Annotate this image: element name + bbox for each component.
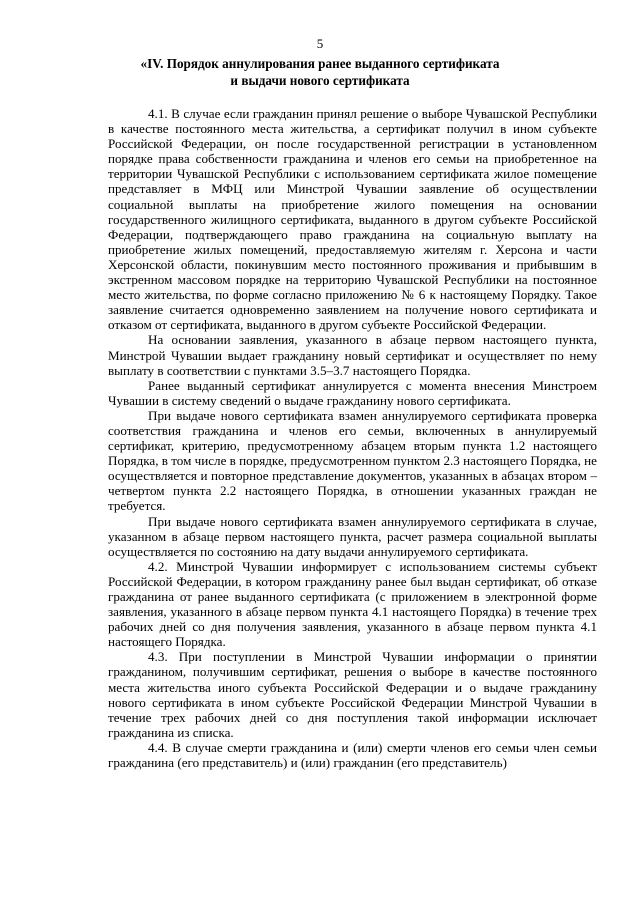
paragraph-verification: При выдаче нового сертификата взамен аннулируемого сертификата проверка соответствия гражданина и членов его семьи, включенных в аннулируемый сертификат, критерию, предусмотренному абзацем вторым пункта 1.2 настоящего Порядка, в том числе в порядке, предусмотренном пунктом 2.3 настоящего Порядка, не осуществляется и повторное представление документов, указанных в абзацах втором – четвертом пункта 2.2 настоящего Порядка, в отношении указанных граждан не требуется.: [108, 407, 597, 514]
paragraph-4-1: 4.1. В случае если гражданин принял решение о выборе Чувашской Республики в качестве постоянного места жительства, а сертификат получил в ином субъекте Российской Федерации, он после государственной регистрации в установленном порядке права собственности гражданина и членов его семьи на приобретенное на территории Чувашской Республики с использованием сертификата жилое помещение представляет в МФЦ или Минстрой Чувашии заявление об осуществлении социальной выплаты на приобретение жилого помещения на основании государственного жилищного сертификата, выданного в другом субъекте Российской Федерации, подтверждающего право гражданина на социальную выплату на приобретение жилых помещений, предоставляемую жителям г. Херсона и части Херсонской области, покинувшим место постоянного проживания и прибывшим в экстренном массовом порядке на территорию Чувашской Республики на постоянное место жительства, по форме согласно приложению № 6 к настоящему Порядку. Такое заявление считается одновременно заявлением на получение нового сертификата и отказом от сертификата, выданного в другом субъекте Российской Федерации.: [108, 106, 597, 333]
paragraph-calculation: При выдаче нового сертификата взамен аннулируемого сертификата в случае, указанном в абзаце первом настоящего пункта, расчет размера социальной выплаты осуществляется по состоянию на дату выдачи аннулируемого сертификата.: [108, 513, 597, 559]
paragraph-4-2: 4.2. Минстрой Чувашии информирует с использованием системы субъект Российской Федерации, в котором гражданину ранее был выдан сертификат, об отказе гражданина от ранее выданного сертификата (с приложением в электронной форме заявления, указанного в абзаце первом пункта 4.1 настоящего Порядка) в течение трех рабочих дней со дня получения заявления, указанного в абзаце первом пункта 4.1 настоящего Порядка.: [108, 558, 597, 650]
document-body: [108, 106, 597, 770]
page-number: 5: [316, 36, 324, 51]
paragraph-4-4: 4.4. В случае смерти гражданина и (или) смерти членов его семьи член семьи гражданина (его представитель) и (или) гражданин (его представитель): [108, 739, 597, 771]
section-heading-line-1: «IV. Порядок аннулирования ранее выданного сертификата: [140, 56, 500, 71]
paragraph-4-3: 4.3. При поступлении в Минстрой Чувашии информации о принятии гражданином, получившим сертификат, решения о выборе в качестве постоянного места жительства иного субъекта Российской Федерации и о выдаче гражданину нового сертификата в ином субъекте Российской Федерации Минстрой Чувашии в течение трех рабочих дней со дня поступления такой информации исключает гражданина из списка.: [108, 649, 597, 740]
section-heading-line-2: и выдачи нового сертификата: [230, 72, 410, 88]
paragraph-new-certificate: На основании заявления, указанного в абзаце первом настоящего пункта, Минстрой Чувашии выдает гражданину новый сертификат и осуществляет по нему выплату в соответствии с пунктами 3.5–3.7 настоящего Порядка.: [108, 332, 597, 378]
paragraph-annulment: Ранее выданный сертификат аннулируется с момента внесения Минстроем Чувашии в систему сведений о выдаче гражданину нового сертификата.: [108, 377, 597, 408]
section-heading: [100, 56, 540, 89]
